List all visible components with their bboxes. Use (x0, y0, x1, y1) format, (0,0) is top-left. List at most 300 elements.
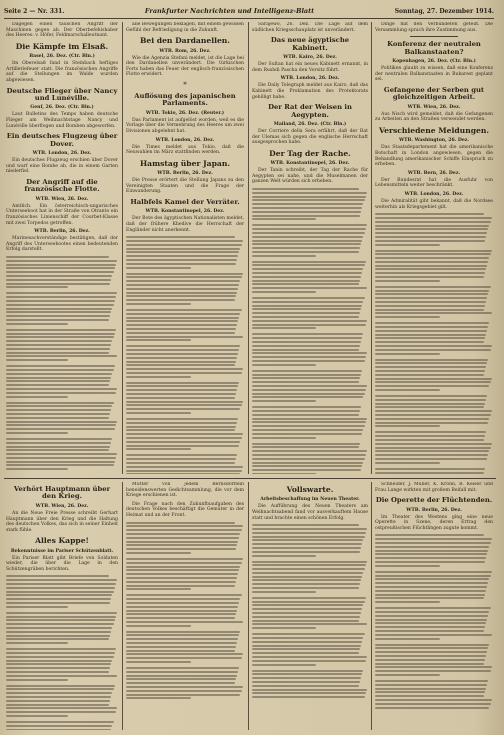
page-number: Seite 2 — Nr. 331. (4, 7, 65, 15)
print-line (126, 653, 243, 655)
text-texture (6, 575, 118, 730)
print-line (6, 315, 110, 317)
print-line (126, 573, 238, 575)
print-line (6, 612, 117, 614)
article-headline: Alles Kappe! (35, 536, 89, 546)
print-line (375, 557, 486, 559)
print-line (6, 380, 110, 382)
print-line (126, 594, 242, 596)
print-line (6, 323, 68, 325)
article-headline: Ein deutsches Flugzeug über Dover. (6, 132, 118, 148)
print-line (252, 261, 366, 263)
print-line (252, 528, 367, 530)
print-line (252, 396, 363, 398)
print-line (126, 303, 191, 305)
print-line (252, 385, 367, 387)
article-headline: Der Tag der Rache. (269, 148, 351, 158)
dateline: WTB. Berlin, 26. Dez. (34, 229, 90, 235)
print-line (6, 707, 117, 709)
print-line (252, 255, 316, 257)
print-line (375, 571, 492, 573)
print-line (252, 349, 359, 351)
print-line (126, 657, 242, 659)
article-headline: Gefangene der Serben gut gleichzeitigen Arbeit. (383, 85, 485, 102)
print-line (375, 644, 489, 646)
print-line (126, 606, 238, 608)
article-paragraph: Der Tanin schreibt, der Tag der Rache für Aegypten sei nahe, und die Muselmanen der ganzen Welt würden sich erheben. (252, 168, 368, 185)
lower-column-2 (126, 482, 244, 730)
column-rule (371, 22, 372, 474)
dateline: WTB. Washington, 26. Dez. (398, 138, 470, 144)
print-line (375, 439, 484, 441)
print-line (6, 348, 110, 350)
print-line (126, 295, 236, 297)
print-line (6, 725, 112, 727)
lower-column-3 (252, 482, 368, 730)
print-line (6, 271, 114, 273)
print-line (6, 635, 110, 637)
print-line (6, 594, 112, 596)
print-line (252, 364, 316, 366)
dateline: WTB. Konstantinopel, 26. Dez. (270, 161, 350, 167)
article-headline: Bei den Dardanellen. (140, 36, 230, 46)
print-line (375, 597, 484, 599)
print-line (252, 454, 366, 456)
print-line (375, 462, 440, 464)
print-line (6, 575, 109, 577)
print-line (252, 218, 316, 220)
article-headline: Auflösung des japanischen Parlaments. (134, 91, 236, 108)
print-line (126, 541, 238, 543)
column-3 (252, 22, 368, 474)
print-line (252, 268, 363, 270)
print-line (126, 437, 242, 439)
column-rule (248, 482, 249, 730)
dateline: WTB. Wien, 26. Dez. (35, 503, 89, 509)
print-line (252, 656, 367, 658)
print-line (126, 667, 239, 669)
print-line (252, 555, 316, 557)
print-line (375, 378, 492, 380)
print-line (6, 336, 114, 338)
print-line (375, 341, 484, 343)
masthead (4, 4, 494, 19)
print-line (126, 697, 191, 699)
print-line (375, 253, 491, 255)
print-line (6, 648, 116, 650)
column-rule (371, 482, 372, 730)
issue-date: Sonntag, 27. Dezember 1914. (394, 7, 494, 15)
print-line (6, 652, 115, 654)
print-line (375, 370, 485, 372)
print-line (6, 606, 68, 608)
text-texture (375, 534, 493, 708)
print-line (252, 536, 365, 538)
print-line (252, 345, 360, 347)
print-line (375, 305, 485, 307)
print-line (6, 457, 116, 459)
section-divider-star: * (183, 80, 187, 89)
print-line (375, 353, 440, 355)
print-line (252, 360, 365, 362)
print-line (6, 421, 117, 423)
print-line (126, 625, 191, 627)
print-line (6, 464, 114, 466)
print-line (252, 551, 360, 553)
print-line (126, 433, 243, 435)
print-line (252, 327, 316, 329)
print-line (252, 308, 361, 310)
print-line (252, 414, 359, 416)
print-line (252, 374, 361, 376)
print-line (375, 293, 488, 295)
dateline: Arbeitsbeschaffung im Neuen Theater. (260, 497, 360, 503)
print-line (375, 688, 486, 690)
print-line (6, 616, 116, 618)
print-line (375, 414, 491, 416)
print-line (6, 692, 112, 694)
print-line (6, 667, 110, 669)
print-line (252, 352, 367, 354)
print-line (126, 368, 243, 370)
print-line (126, 288, 238, 290)
dateline: WTB. Wien, 26. Dez. (407, 104, 461, 110)
print-line (126, 422, 237, 424)
print-line (126, 631, 240, 633)
print-line (375, 454, 488, 456)
print-line (252, 389, 366, 391)
print-line (6, 623, 114, 625)
print-line (126, 650, 235, 652)
print-line (126, 533, 240, 535)
print-line (126, 259, 237, 261)
print-line (375, 546, 489, 548)
print-line (252, 291, 316, 293)
print-line (375, 447, 491, 449)
print-line (375, 326, 488, 328)
print-line (6, 587, 115, 589)
print-line (6, 373, 112, 375)
print-line (126, 299, 235, 301)
column-2 (126, 22, 244, 474)
text-texture (126, 522, 244, 700)
article-paragraph: Der Sultan hat ein neues Kabinett ernannt, in dem Rushdi Pascha den Vorsitz führt. (252, 62, 368, 73)
print-line (375, 312, 492, 314)
print-line (126, 429, 235, 431)
print-line (126, 610, 237, 612)
print-line (375, 586, 487, 588)
print-line (126, 454, 237, 456)
dateline: WTB. London, 26. Dez. (404, 191, 464, 197)
print-line (6, 333, 115, 335)
print-line (126, 466, 243, 468)
print-line (6, 642, 68, 644)
print-line (126, 686, 243, 688)
print-line (126, 255, 238, 257)
print-line (375, 431, 486, 433)
column-rule (248, 22, 249, 474)
dateline: WTB. London, 26. Dez. (32, 151, 92, 157)
print-line (6, 461, 115, 463)
print-line (126, 393, 236, 395)
print-line (6, 300, 115, 302)
print-line (252, 547, 361, 549)
print-line (252, 272, 362, 274)
print-line (252, 236, 363, 238)
print-line (6, 696, 111, 698)
print-line (126, 558, 243, 560)
print-line (375, 309, 484, 311)
lower-column-4 (375, 482, 493, 730)
print-line (252, 608, 362, 610)
print-line (252, 568, 365, 570)
print-line (375, 550, 488, 552)
print-line (126, 617, 235, 619)
print-line (126, 585, 235, 587)
print-line (126, 642, 237, 644)
print-line (252, 673, 362, 675)
print-line (126, 263, 236, 265)
print-line (375, 561, 485, 563)
print-line (252, 561, 367, 563)
print-line (126, 661, 191, 663)
print-line (252, 524, 359, 526)
print-line (126, 581, 236, 583)
article-headline: Das neue ägyptische Kabinett. (270, 36, 350, 52)
print-line (252, 280, 360, 282)
print-line (252, 207, 362, 209)
print-line (375, 638, 440, 640)
print-line (252, 458, 365, 460)
print-line (126, 376, 191, 378)
print-line (375, 458, 487, 460)
print-line (375, 534, 484, 536)
print-line (375, 403, 485, 405)
print-line (375, 703, 491, 705)
text-texture (126, 236, 244, 474)
article-paragraph: Das Parlament ist aufgelöst worden, weil es die Vorlage über die Vermehrung des Heeres um zwei Divisionen abgelehnt hat. (126, 117, 244, 135)
print-line (375, 707, 489, 709)
print-line (252, 228, 366, 230)
article-paragraph: Politiken glaubt zu wissen, daß eine Konferenz der neutralen Balkanstaaten in Bukarest geplant sei. (375, 66, 493, 83)
print-line (126, 357, 237, 359)
print-line (375, 381, 491, 383)
print-line (6, 438, 112, 440)
print-line (375, 615, 488, 617)
article-paragraph: Die Presse erörtert die Stellung Japans zu den Vereinigten Staaten und die Frage der Einwanderung. (126, 178, 244, 195)
print-line (252, 377, 360, 379)
print-line (6, 579, 117, 581)
print-line (126, 361, 236, 363)
print-line (126, 412, 191, 414)
print-line (252, 543, 362, 545)
print-line (126, 678, 236, 680)
print-line (252, 425, 365, 427)
print-line (375, 349, 491, 351)
print-line (252, 276, 361, 278)
article-paragraph: Aus Nisch wird gemeldet, daß die Gefangenen zu Arbeiten an den Straßen verwendet werden. (375, 111, 493, 123)
print-line (375, 395, 487, 397)
print-line (375, 385, 489, 387)
print-line (126, 548, 236, 550)
print-line (6, 377, 111, 379)
print-line (6, 449, 109, 451)
print-line (6, 344, 111, 346)
print-line (126, 372, 242, 374)
print-line (375, 261, 488, 263)
print-line (126, 566, 240, 568)
print-line (252, 410, 360, 412)
article-paragraph: Ein Pariser Blatt gibt Briefe von Soldaten wieder, die über die Lage in den Schützengräben berichten. (6, 555, 118, 572)
print-line (6, 283, 110, 285)
print-line (252, 320, 367, 322)
print-line (375, 221, 491, 223)
print-line (126, 280, 240, 282)
article-paragraph: Der Corriere della Sera erfährt, daß der Rat der Ulemas sich gegen die englische Herrschaft ausgesprochen habe. (252, 129, 368, 146)
print-line (6, 340, 112, 342)
print-line (252, 240, 362, 242)
print-line (375, 422, 488, 424)
column-4 (375, 22, 493, 474)
dateline: Genf, 26. Dez. (Ctr. Bln.) (30, 105, 94, 111)
print-line (252, 645, 361, 647)
dateline: Kopenhagen, 26. Dez. (Ctr. Bln.) (392, 59, 476, 65)
print-line (252, 301, 363, 303)
print-line (375, 217, 492, 219)
article-paragraph: Amtlich. Ein österreichisch-ungarisches Unterseeboot hat in der Straße von Otranto ein französisches Linienschiff der Courbet-Klasse mit zwei Torpedos getroffen. (6, 203, 118, 226)
print-line (6, 311, 111, 313)
print-line (126, 251, 239, 253)
print-line (126, 273, 243, 275)
print-line (375, 374, 484, 376)
print-line (6, 619, 115, 621)
print-line (126, 332, 235, 334)
article-paragraph: Im Theater des Westens ging eine neue Operette in Szene, deren Ertrag den ostpreußischen Flüchtlingen zugute kommt. (375, 514, 493, 531)
dateline: Mailand, 26. Dez. (Ctr. Bln.) (273, 122, 347, 128)
print-line (126, 529, 242, 531)
print-line (6, 446, 110, 448)
print-line (6, 260, 117, 262)
print-line (252, 192, 367, 194)
article-paragraph: Der Bundesrat hat die Ausfuhr von Lebensmitteln weiter beschränkt. (375, 177, 493, 189)
print-line (252, 664, 316, 666)
article-paragraph: Ein deutsches Flugzeug erschien über Dover und warf eine Bombe ab, die in einem Garten niederfiel. (6, 158, 118, 175)
print-line (375, 450, 489, 452)
column-rule (122, 482, 123, 730)
print-line (6, 413, 110, 415)
print-line (252, 324, 366, 326)
print-line (375, 691, 485, 693)
print-line (252, 203, 363, 205)
print-line (6, 392, 116, 394)
print-line (6, 292, 117, 294)
print-line (6, 402, 114, 404)
print-line (6, 329, 116, 331)
print-line (375, 213, 484, 215)
print-line (252, 612, 361, 614)
print-line (252, 685, 359, 687)
print-line (6, 396, 68, 398)
article-paragraph: Sarajewo, 26. Dez. Die Lage auf dem südlichen Kriegsschauplatz ist unverändert. (252, 22, 368, 33)
print-line (375, 389, 440, 391)
print-line (6, 700, 110, 702)
print-line (6, 286, 68, 288)
print-line (252, 660, 366, 662)
print-line (252, 406, 361, 408)
print-line (252, 443, 360, 445)
print-line (375, 268, 486, 270)
print-line (6, 656, 114, 658)
print-line (252, 616, 360, 618)
print-line (6, 679, 68, 681)
print-line (6, 405, 112, 407)
print-line (6, 715, 68, 717)
print-line (6, 602, 110, 604)
article-paragraph: alle Bewegungen beklagen, mit einem gewissen Gefühl der Befriedigung in die Zukunft. (126, 22, 244, 33)
print-line (126, 694, 240, 696)
print-line (6, 631, 111, 633)
print-line (375, 601, 440, 603)
dateline: WTB. Bern, 26. Dez. (407, 170, 461, 176)
print-line (375, 699, 492, 701)
print-line (375, 316, 440, 318)
print-line (126, 562, 242, 564)
print-line (252, 532, 366, 534)
print-line (252, 469, 361, 471)
article-headline: Die Kämpfe im Elsaß. (15, 41, 109, 51)
print-line (252, 400, 316, 402)
print-line (252, 356, 366, 358)
print-line (375, 680, 488, 682)
print-line (375, 297, 487, 299)
print-line (375, 443, 492, 445)
print-line (252, 576, 362, 578)
print-line (252, 692, 366, 694)
print-line (6, 688, 114, 690)
print-line (252, 297, 365, 299)
print-line (6, 660, 112, 662)
print-line (252, 243, 361, 245)
print-line (252, 188, 359, 190)
article-paragraph: An die Neue Freie Presse schreibt Gerhart Hauptmann über den Krieg und die Haltung des deutschen Volkes, das sich in seiner Einheit stark fühle. (6, 510, 118, 533)
article-headline: Der Angriff auf die französische Flotte. (24, 177, 100, 194)
print-line (126, 621, 243, 623)
print-line (6, 442, 111, 444)
print-line (6, 711, 116, 713)
print-line (375, 410, 492, 412)
print-line (126, 397, 235, 399)
print-line (375, 575, 491, 577)
print-line (252, 421, 366, 423)
print-line (6, 424, 116, 426)
print-line (126, 458, 236, 460)
dateline: WTB. Rom, 26. Dez. (159, 48, 211, 54)
print-line (126, 537, 239, 539)
print-line (375, 359, 488, 361)
print-line (6, 267, 115, 269)
print-line (6, 468, 68, 470)
article-paragraph: Marinesachverständige bestätigen, daß der Angriff des Unterseebootes einen bedeutenden Erfolg darstellt. (6, 236, 118, 253)
print-line (6, 355, 117, 357)
print-line (375, 663, 484, 665)
print-line (126, 240, 243, 242)
print-line (375, 257, 489, 259)
print-line (375, 240, 485, 242)
text-texture (375, 213, 493, 474)
print-line (6, 428, 115, 430)
print-line (252, 579, 361, 581)
dateline: Basel, 26. Dez. (Ctr. Bln.) (29, 54, 95, 60)
